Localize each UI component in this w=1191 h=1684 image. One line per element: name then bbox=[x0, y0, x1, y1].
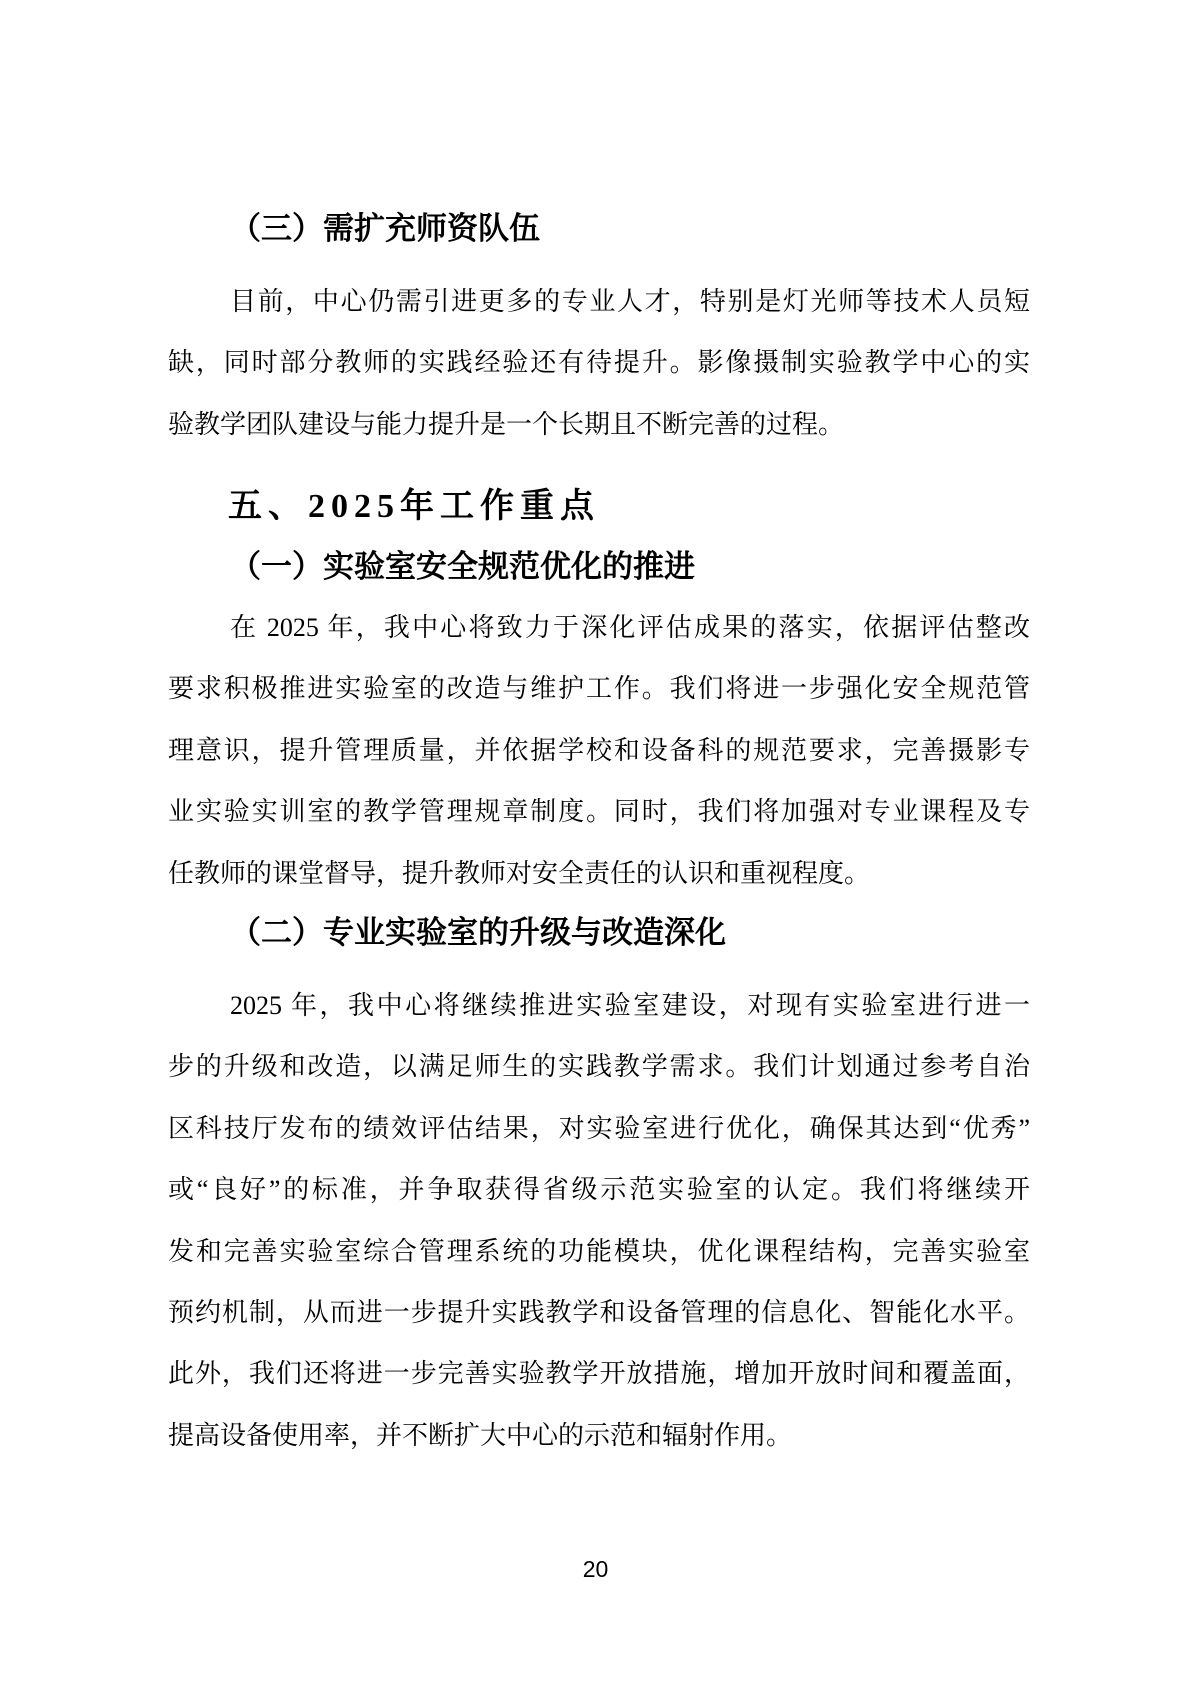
paragraph-line: 2025 年，我中心将继续推进实验室建设，对现有实验室进行进一 bbox=[230, 991, 1030, 1020]
paragraph-lab-safety bbox=[168, 597, 1030, 904]
paragraph-line: 区科技厅发布的绩效评估结果，对实验室进行优化，确保其达到“优秀” bbox=[168, 1113, 1030, 1143]
paragraph-line: 在 2025 年，我中心将致力于深化评估成果的落实，依据评估整改 bbox=[230, 613, 1030, 642]
heading-need-teachers: （三）需扩充师资队伍 bbox=[230, 211, 540, 246]
paragraph-line: 步的升级和改造，以满足师生的实践教学需求。我们计划通过参考自治 bbox=[168, 1052, 1030, 1082]
heading-lab-safety-optimization: （一）实验室安全规范优化的推进 bbox=[230, 549, 695, 584]
paragraph-line: 发和完善实验室综合管理系统的功能模块，优化课程结构，完善实验室 bbox=[168, 1236, 1030, 1266]
paragraph-line: 提高设备使用率，并不断扩大中心的示范和辐射作用。 bbox=[168, 1420, 793, 1450]
paragraph-line: 缺，同时部分教师的实践经验还有待提升。影像摄制实验教学中心的实 bbox=[168, 348, 1030, 378]
paragraph-line: 理意识，提升管理质量，并依据学校和设备科的规范要求，完善摄影专 bbox=[168, 735, 1030, 765]
paragraph-line: 或“良好”的标准，并争取获得省级示范实验室的认定。我们将继续开 bbox=[168, 1175, 1030, 1205]
paragraph-line: 任教师的课堂督导，提升教师对安全责任的认识和重视程度。 bbox=[168, 858, 871, 888]
paragraph-line: 业实验实训室的教学管理规章制度。同时，我们将加强对专业课程及专 bbox=[168, 797, 1030, 827]
paragraph-lab-upgrade bbox=[168, 975, 1030, 1466]
paragraph-teacher-shortage bbox=[168, 271, 1030, 455]
heading-lab-upgrade: （二）专业实验室的升级与改造深化 bbox=[230, 915, 726, 950]
paragraph-line: 要求积极推进实验室的改造与维护工作。我们将进一步强化安全规范管 bbox=[168, 674, 1030, 704]
page-number: 20 bbox=[582, 1556, 609, 1582]
paragraph-line: 此外，我们还将进一步完善实验教学开放措施，增加开放时间和覆盖面， bbox=[168, 1359, 1030, 1389]
heading-2025-priorities: 五、2025年工作重点 bbox=[228, 488, 600, 525]
paragraph-line: 验教学团队建设与能力提升是一个长期且不断完善的过程。 bbox=[168, 409, 845, 439]
paragraph-line: 目前，中心仍需引进更多的专业人才，特别是灯光师等技术人员短 bbox=[230, 287, 1030, 316]
paragraph-line: 预约机制，从而进一步提升实践教学和设备管理的信息化、智能化水平。 bbox=[168, 1297, 1030, 1327]
